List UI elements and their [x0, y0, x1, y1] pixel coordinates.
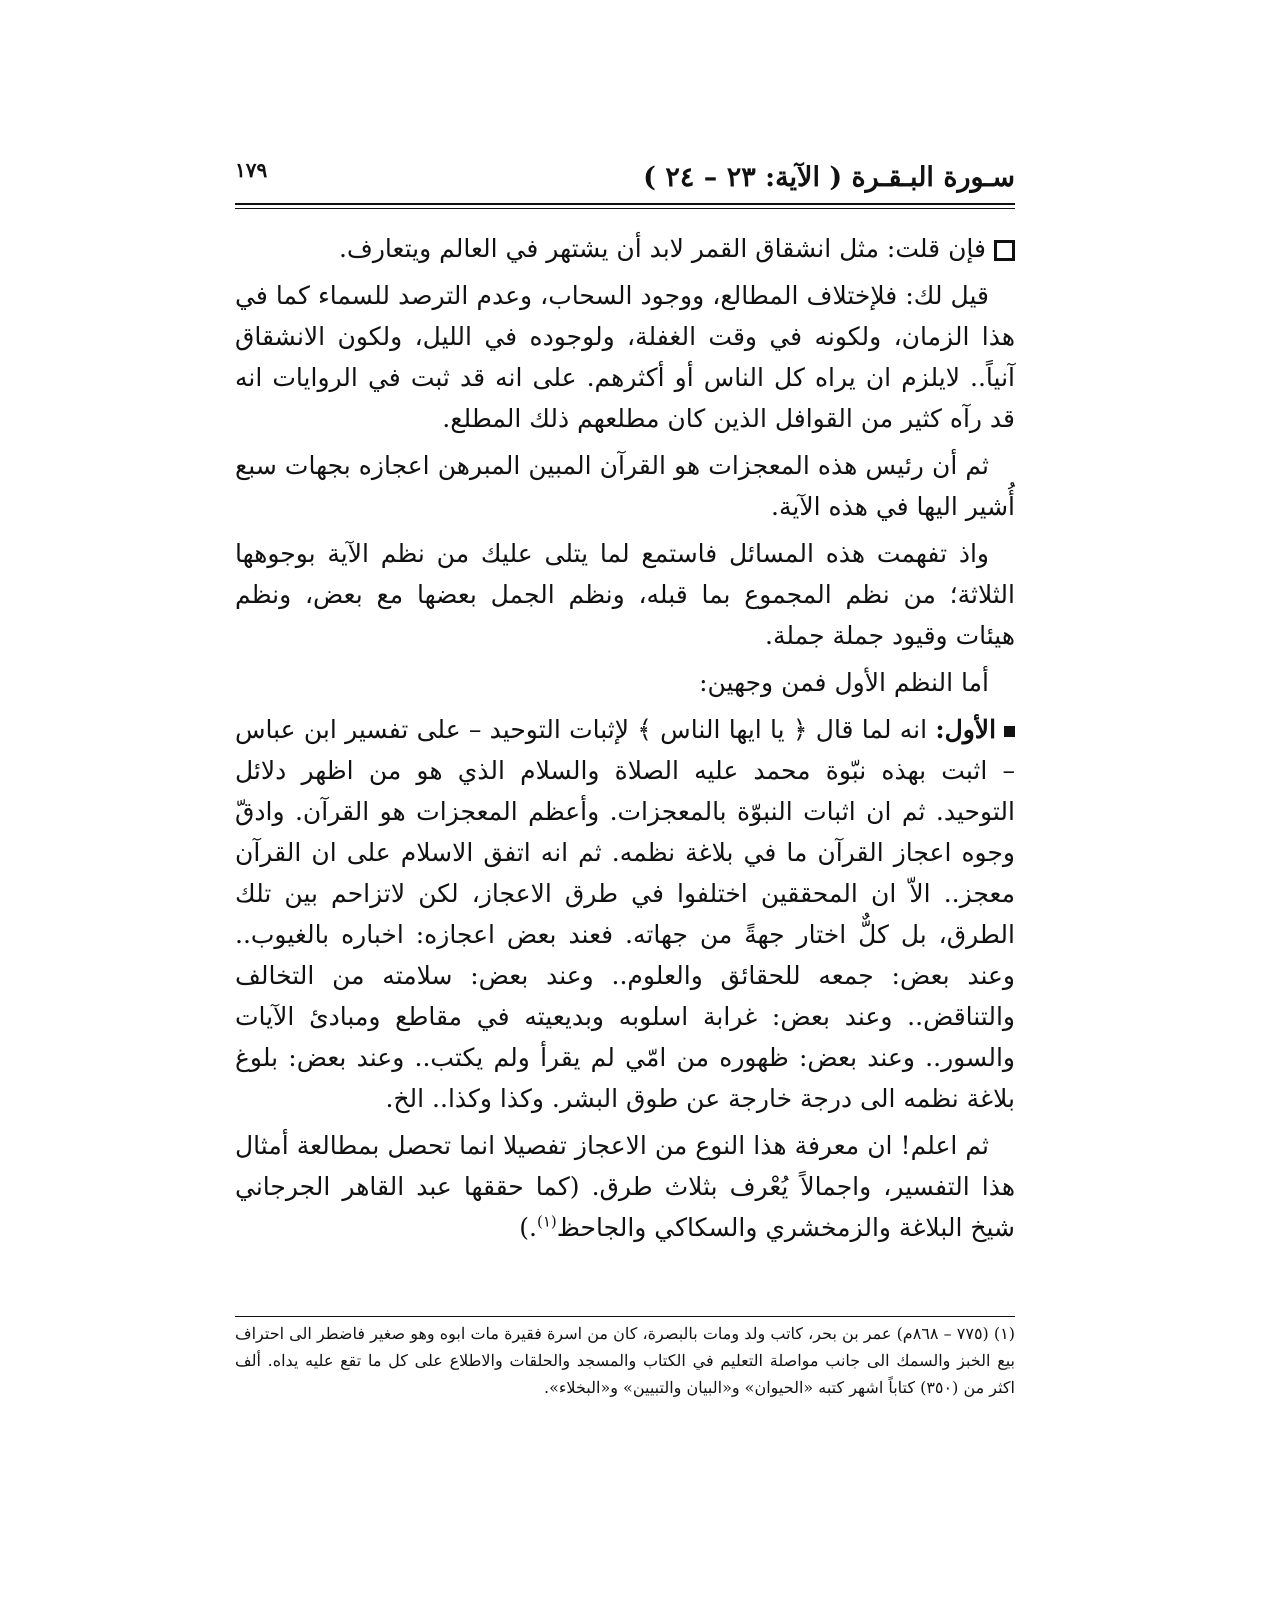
running-header — [235, 158, 1015, 202]
footnote: (١) (٧٧٥ – ٨٦٨م) عمر بن بحر، كاتب ولد ومات بالبصرة، كان من اسرة فقيرة مات ابوه وهو صغير فاضطر الى احتراف بيع الخبز والسمك الى جانب مواصلة التعليم في الكتاب والمسجد والحلقات والاطلاع على كل ما تقع عليه يداه. ألف اكثر من (٣٥٠) كتاباً اشهر كتبه «الحيوان» و«البيان والتبيين» و«البخلاء». — [235, 1324, 1016, 1397]
main-text — [235, 228, 1015, 1254]
footnote-rule — [235, 1316, 1015, 1317]
page-number: ١٧٩ — [235, 158, 268, 182]
paragraph-first-order: أما النظم الأول فمن وجهين: — [699, 668, 989, 697]
paragraph-seven-aspects: ثم أن رئيس هذه المعجزات هو القرآن المبين المبرهن اعجازه بجهات سبع أُشير اليها في هذه الآية. — [235, 451, 1015, 521]
paragraph-question: فإن قلت: مثل انشقاق القمر لابد أن يشتهر في العالم ويتعارف. — [235, 228, 1015, 269]
header-rule-thick — [235, 203, 1015, 205]
chapter-title: سـورة البـقـرة ( الآية: ٢٣ – ٢٤ ) — [643, 162, 1015, 193]
header-rule-thin — [235, 208, 1015, 209]
footnote-reference[interactable]: (١) — [537, 1212, 557, 1231]
open-square-icon — [994, 240, 1015, 261]
paragraph-answer: قيل لك: فلإختلاف المطالع، ووجود السحاب، وعدم الترصد للسماء كما في هذا الزمان، ولكونه في وقت الغفلة، ولوجوده في الليل، ولكون الانشقاق آنياً.. لايلزم ان يراه كل الناس أو أكثرهم. على انه قد ثبت في الروايات انه قد رآه كثير من القوافل الذين كان مطلعهم ذلك المطلع. — [235, 281, 1015, 433]
first-aspect-lead: الأول: — [935, 715, 997, 744]
paragraph-know: ثم اعلم! ان معرفة هذا النوع من الاعجاز تفصيلا انما تحصل بمطالعة أمثال هذا التفسير، واجمالاً يُعْرف بثلاث طرق. (كما حققها عبد القاهر الجرجاني شيخ البلاغة والزمخشري والسكاكي والجاحظ$^{(١)}$.) — [235, 1131, 1015, 1242]
paragraph-three-orders: واذ تفهمت هذه المسائل فاستمع لما يتلى عليك من نظم الآية بوجوهها الثلاثة؛ من نظم المجموع بما قبله، ونظم الجمل بعضها مع بعض، ونظم هيئات وقيود جملة جملة. — [235, 539, 1015, 650]
paragraph-first-aspect: الأول: انه لما قال ﴿ يا ايها الناس ﴾ لإثبات التوحيد – على تفسير ابن عباس – اثبت بهذه نبّوة محمد عليه الصلاة والسلام الذي هو من اظهر دلائل التوحيد. ثم ان اثبات النبوّة بالمعجزات. وأعظم المعجزات هو القرآن. وادقّ وجوه اعجاز القرآن ما في بلاغة نظمه. ثم انه اتفق الاسلام على ان القرآن معجز.. الاّ ان المحققين اختلفوا في طرق الاعجاز، لكن لاتزاحم بين تلك الطرق، بل كلٌّ اختار جهةً من جهاته. فعند بعض اعجازه: اخباره بالغيوب.. وعند بعض: جمعه للحقائق والعلوم.. وعند بعض: سلامته من التخالف والتناقض.. وعند بعض: غرابة اسلوبه وبديعيته في مقاطع ومبادئ الآيات والسور.. وعند بعض: ظهوره من امّي لم يقرأ ولم يكتب.. وعند بعض: بلوغ بلاغة نظمه الى درجة خارجة عن طوق البشر. وكذا وكذا.. الخ. — [235, 715, 1015, 1113]
filled-square-icon — [1004, 726, 1015, 737]
